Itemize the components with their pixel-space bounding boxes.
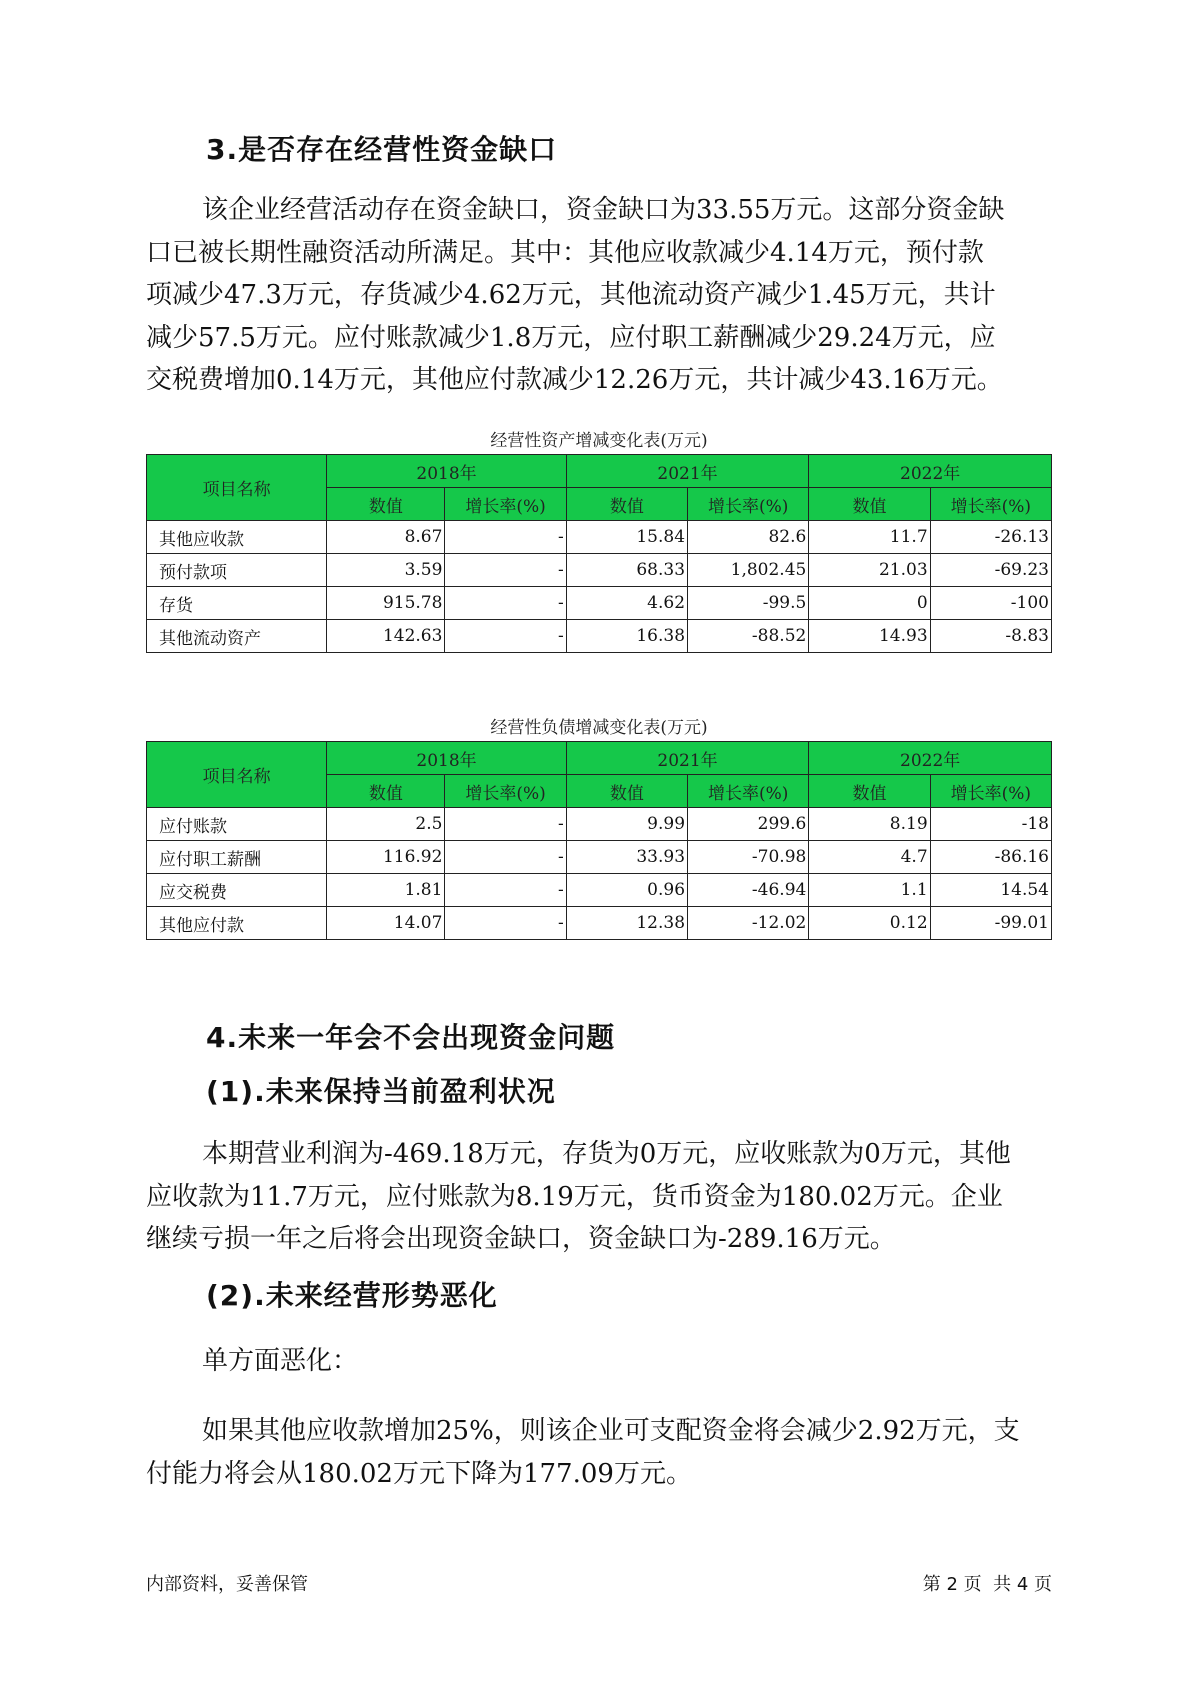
subsection-2-paragraph [146,1410,1052,1495]
cell-rate: - [445,907,566,940]
item-name: 其他流动资产 [147,620,327,653]
item-name: 应付账款 [147,808,327,841]
cell-rate: -8.83 [930,620,1051,653]
section-3-paragraph [146,189,1052,402]
rate-header: 增长率(%) [445,775,566,808]
cell-value: 14.07 [327,907,445,940]
cell-value: 1.1 [809,874,930,907]
paragraph-line: 交税费增加0.14万元，其他应付款减少12.26万元，共计减少43.16万元。 [146,365,1003,395]
liabilities-change-table [146,741,1052,940]
cell-rate: -12.02 [688,907,809,940]
cell-value: 14.93 [809,620,930,653]
table-row [147,587,1052,620]
footer-page-number: 第 2 页 共 4 页 [922,1574,1052,1595]
cell-rate: - [445,841,566,874]
item-name-header: 项目名称 [147,455,327,521]
assets-table-caption: 经营性资产增减变化表(万元) [490,431,708,451]
paragraph-line: 付能力将会从180.02万元下降为177.09万元。 [146,1458,692,1489]
paragraph-line: 继续亏损一年之后将会出现资金缺口，资金缺口为-289.16万元。 [146,1224,896,1254]
value-header: 数值 [566,488,687,521]
footer-confidential-note: 内部资料，妥善保管 [146,1574,308,1595]
paragraph-line: 项减少47.3万元，存货减少4.62万元，其他流动资产减少1.45万元，共计 [146,280,996,310]
table-row [147,808,1052,841]
cell-value: 0.96 [566,874,687,907]
cell-value: 116.92 [327,841,445,874]
table-header-row [147,455,1052,488]
cell-value: 4.7 [809,841,930,874]
cell-value: 8.67 [327,521,445,554]
item-name-header: 项目名称 [147,742,327,808]
year-header: 2022年 [809,455,1052,488]
cell-rate: -69.23 [930,554,1051,587]
value-header: 数值 [809,775,930,808]
value-header: 数值 [327,488,445,521]
paragraph-line: 减少57.5万元。应付账款减少1.8万元，应付职工薪酬减少29.24万元，应 [146,322,996,353]
rate-header: 增长率(%) [445,488,566,521]
cell-rate: - [445,521,566,554]
cell-value: 1.81 [327,874,445,907]
cell-rate: -46.94 [688,874,809,907]
cell-value: 3.59 [327,554,445,587]
cell-value: 12.38 [566,907,687,940]
cell-value: 68.33 [566,554,687,587]
cell-rate: -99.5 [688,587,809,620]
cell-rate: -88.52 [688,620,809,653]
value-header: 数值 [327,775,445,808]
year-header: 2018年 [327,455,566,488]
rate-header: 增长率(%) [688,488,809,521]
cell-rate: -18 [930,808,1051,841]
cell-rate: -70.98 [688,841,809,874]
rate-header: 增长率(%) [930,488,1051,521]
subsection-1-heading: (1).未来保持当前盈利状况 [206,1075,556,1108]
cell-rate: - [445,874,566,907]
paragraph-line: 本期营业利润为-469.18万元，存货为0万元，应收账款为0万元，其他 [202,1139,1011,1169]
cell-rate: -99.01 [930,907,1051,940]
cell-value: 9.99 [566,808,687,841]
cell-value: 0 [809,587,930,620]
value-header: 数值 [809,488,930,521]
assets-change-table [146,454,1052,653]
cell-value: 16.38 [566,620,687,653]
year-header: 2022年 [809,742,1052,775]
cell-rate: 299.6 [688,808,809,841]
subsection-2-heading: (2).未来经营形势恶化 [206,1279,498,1312]
cell-value: 15.84 [566,521,687,554]
cell-rate: - [445,587,566,620]
cell-rate: 1,802.45 [688,554,809,587]
cell-rate: - [445,620,566,653]
value-header: 数值 [566,775,687,808]
year-header: 2018年 [327,742,566,775]
table-row [147,620,1052,653]
item-name: 存货 [147,587,327,620]
paragraph-line: 单方面恶化： [202,1346,359,1376]
paragraph-line: 该企业经营活动存在资金缺口，资金缺口为33.55万元。这部分资金缺 [202,195,1005,225]
cell-rate: 82.6 [688,521,809,554]
table-row [147,874,1052,907]
rate-header: 增长率(%) [930,775,1051,808]
cell-value: 2.5 [327,808,445,841]
cell-rate: 14.54 [930,874,1051,907]
cell-value: 8.19 [809,808,930,841]
cell-value: 915.78 [327,587,445,620]
cell-value: 0.12 [809,907,930,940]
item-name: 应交税费 [147,874,327,907]
paragraph-line: 口已被长期性融资活动所满足。其中：其他应收款减少4.14万元，预付款 [146,237,984,268]
table-header-row [147,742,1052,775]
cell-value: 142.63 [327,620,445,653]
item-name: 预付款项 [147,554,327,587]
cell-rate: -26.13 [930,521,1051,554]
cell-value: 33.93 [566,841,687,874]
cell-rate: - [445,554,566,587]
item-name: 其他应付款 [147,907,327,940]
item-name: 应付职工薪酬 [147,841,327,874]
year-header: 2021年 [566,742,809,775]
liabilities-table-caption: 经营性负债增减变化表(万元) [490,718,708,738]
subsection-1-paragraph [146,1133,1052,1261]
paragraph-line: 应收款为11.7万元，应付账款为8.19万元，货币资金为180.02万元。企业 [146,1181,1003,1212]
cell-rate: -100 [930,587,1051,620]
cell-rate: - [445,808,566,841]
table-row [147,841,1052,874]
cell-rate: -86.16 [930,841,1051,874]
section-4-heading: 4.未来一年会不会出现资金问题 [206,1021,616,1054]
rate-header: 增长率(%) [688,775,809,808]
year-header: 2021年 [566,455,809,488]
table-row [147,907,1052,940]
paragraph-line: 如果其他应收款增加25%，则该企业可支配资金将会减少2.92万元，支 [202,1416,1020,1446]
table-row [147,554,1052,587]
table-row [147,521,1052,554]
cell-value: 11.7 [809,521,930,554]
item-name: 其他应收款 [147,521,327,554]
cell-value: 4.62 [566,587,687,620]
section-3-heading: 3.是否存在经营性资金缺口 [206,133,558,166]
cell-value: 21.03 [809,554,930,587]
subsection-2-intro [146,1340,1052,1383]
